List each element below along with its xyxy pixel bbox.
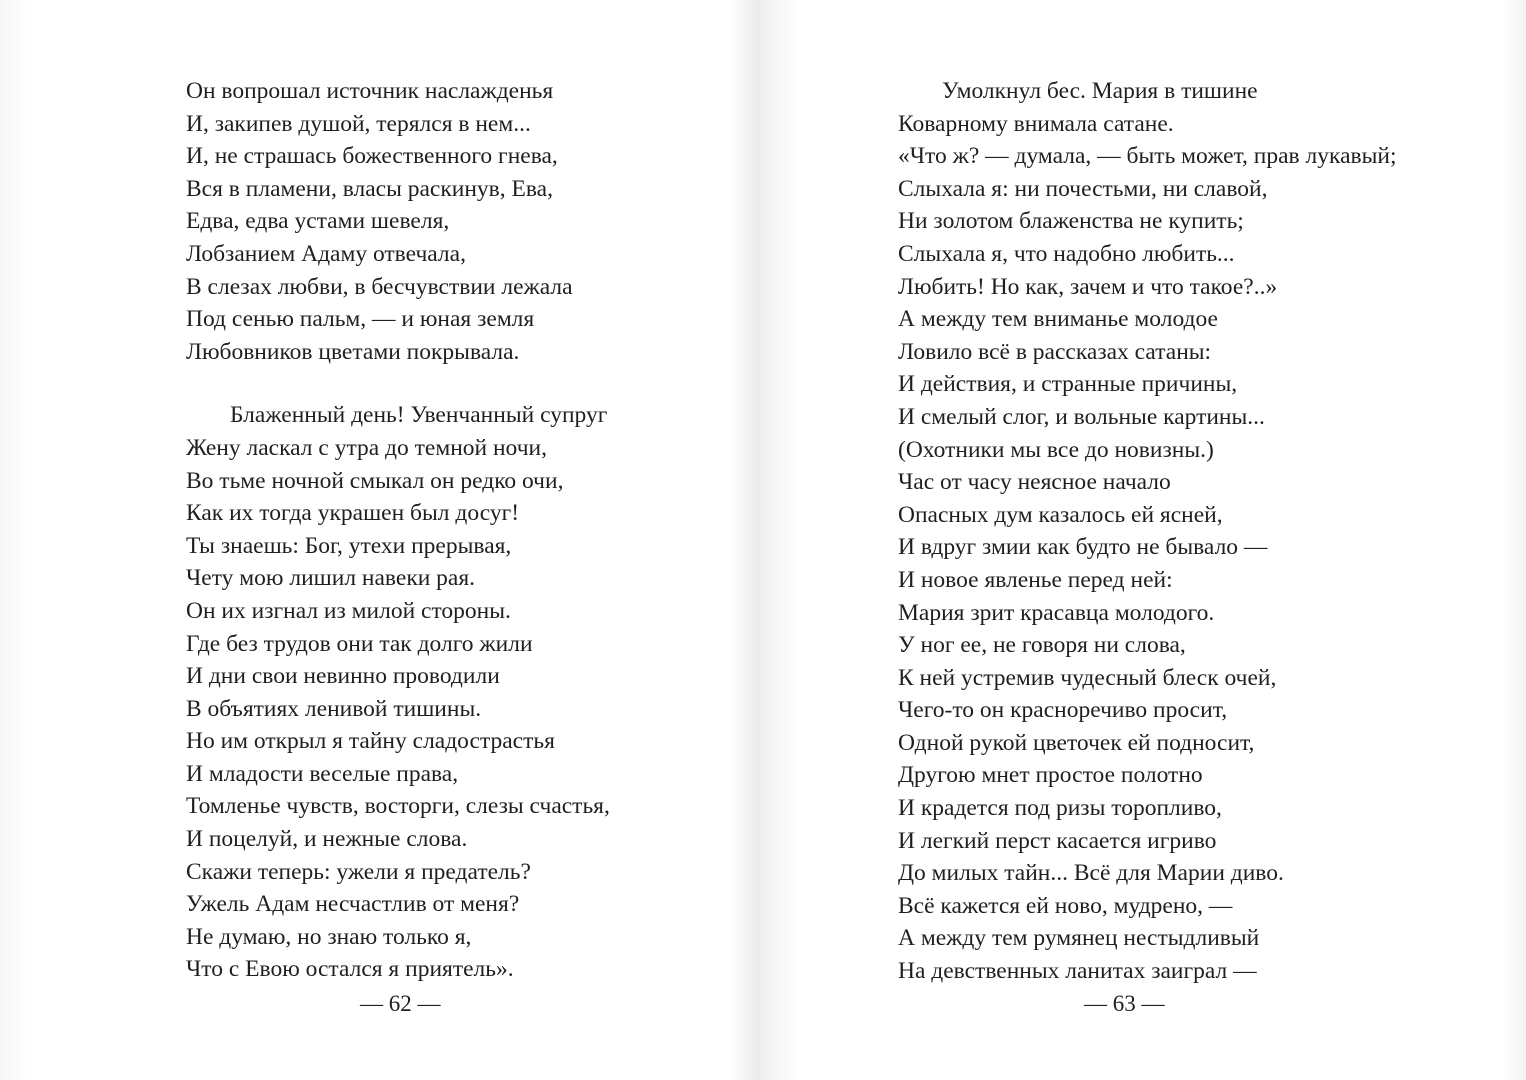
verse-line: Одной рукой цветочек ей подносит, <box>898 729 1255 756</box>
verse-line: И действия, и странные причины, <box>898 371 1238 398</box>
verse-line: И вдруг змии как будто не бывало — <box>898 534 1268 561</box>
verse-line: И, закипев душой, терялся в нем... <box>186 110 531 137</box>
verse-line: Всё кажется ей ново, мудрено, — <box>898 892 1233 919</box>
verse-line: Не думаю, но знаю только я, <box>186 923 472 950</box>
verse-line: Любить! Но как, зачем и что такое?..» <box>898 273 1278 300</box>
verse-line: Лобзанием Адаму отвечала, <box>186 240 466 267</box>
verse-line: Ужель Адам несчастлив от меня? <box>186 891 520 918</box>
left-page <box>0 0 760 1080</box>
verse-line: Как их тогда украшен был досуг! <box>186 500 520 527</box>
verse-line: Час от часу неясное начало <box>898 469 1171 496</box>
verse-line: Скажи теперь: ужели я предатель? <box>186 858 531 885</box>
page-number: — 62 — <box>360 991 441 1016</box>
verse-line: Опасных дум казалось ей ясней, <box>898 501 1223 528</box>
verse-line: У ног ее, не говоря ни слова, <box>898 632 1186 659</box>
verse-line: Другою мнет простое полотно <box>898 762 1203 789</box>
verse-line: Коварному внимала сатане. <box>898 110 1174 137</box>
verse-line: И поцелуй, и нежные слова. <box>186 826 468 853</box>
page-number: — 63 — <box>1084 991 1165 1016</box>
right-page <box>760 0 1526 1080</box>
verse-line: «Что ж? — думала, — быть может, прав лукавый; <box>898 143 1397 170</box>
verse-line: В слезах любви, в бесчувствии лежала <box>186 273 573 300</box>
verse-line: Слыхала я: ни почестьми, ни славой, <box>898 175 1268 202</box>
verse-line: И крадется под ризы торопливо, <box>898 795 1222 822</box>
verse-line: (Охотники мы все до новизны.) <box>898 436 1214 463</box>
verse-line: И легкий перст касается игриво <box>898 827 1217 854</box>
verse-line: Где без трудов они так долго жили <box>186 630 533 657</box>
verse-line: К ней устремив чудесный блеск очей, <box>898 664 1277 691</box>
verse-line: И новое явленье перед ней: <box>898 566 1173 593</box>
verse-line: До милых тайн... Всё для Марии диво. <box>898 860 1284 887</box>
verse-line: Едва, едва устами шевеля, <box>186 208 450 235</box>
verse-line: В объятиях ленивой тишины. <box>186 695 482 722</box>
verse-line: Но им открыл я тайну сладострастья <box>186 728 555 755</box>
verse-line: А между тем румянец нестыдливый <box>898 925 1260 952</box>
verse-line: Он вопрошал источник наслажденья <box>186 78 554 104</box>
verse-line: И младости веселые права, <box>186 760 459 787</box>
verse-line: Любовников цветами покрывала. <box>186 338 520 365</box>
verse-line: И дни свои невинно проводили <box>186 663 500 690</box>
verse-line: А между тем вниманье молодое <box>898 306 1218 333</box>
verse-line: Ловило всё в рассказах сатаны: <box>898 338 1212 365</box>
verse-line: На девственных ланитах заиграл — <box>898 958 1257 985</box>
verse-line: Чего-то он красноречиво просит, <box>898 697 1228 724</box>
right-page-verses <box>898 75 1397 988</box>
verse-line: Томленье чувств, восторги, слезы счастья, <box>186 793 610 820</box>
verse-line: Слыхала я, что надобно любить... <box>898 240 1235 267</box>
stanza-first-line: Умолкнул бес. Мария в тишине <box>942 78 1258 104</box>
verse-line: Что с Евою остался я приятель». <box>186 956 514 983</box>
left-page-verses <box>186 75 610 986</box>
verse-line: Он их изгнал из милой стороны. <box>186 597 511 624</box>
verse-line: Во тьме ночной смыкал он редко очи, <box>186 467 564 494</box>
verse-line: Чету мою лишил навеки рая. <box>186 565 476 592</box>
verse-line: И смелый слог, и вольные картины... <box>898 403 1265 430</box>
verse-line: И, не страшась божественного гнева, <box>186 143 558 170</box>
verse-line: Ни золотом блаженства не купить; <box>898 208 1244 235</box>
verse-line: Жену ласкал с утра до темной ночи, <box>186 434 547 461</box>
verse-line: Мария зрит красавца молодого. <box>898 599 1215 626</box>
verse-line: Вся в пламени, власы раскинув, Ева, <box>186 175 553 202</box>
verse-line: Ты знаешь: Бог, утехи прерывая, <box>186 532 512 559</box>
stanza-first-line: Блаженный день! Увенчанный супруг <box>230 402 608 429</box>
verse-line: Под сенью пальм, — и юная земля <box>186 306 535 333</box>
